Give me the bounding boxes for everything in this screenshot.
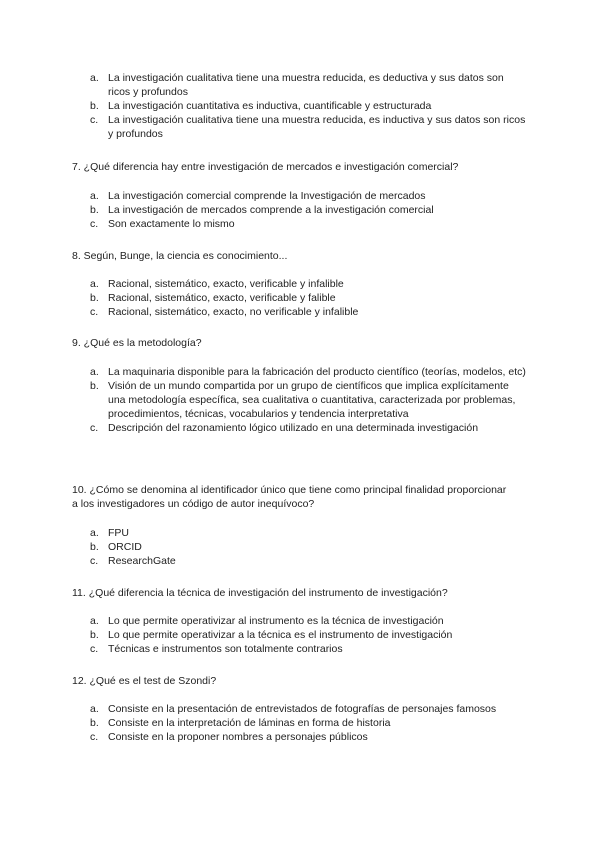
q8-options — [0, 277, 528, 319]
q9-option-a[interactable]: a. La maquinaria disponible para la fabricación del producto científico (teorías, modelos, etc) — [90, 366, 526, 378]
q9-options — [0, 365, 528, 435]
q11-option-b[interactable]: b. Lo que permite operativizar a la técnica es el instrumento de investigación — [90, 629, 453, 641]
q11-question: 11. ¿Qué diferencia la técnica de investigación del instrumento de investigación? — [72, 587, 448, 599]
q12-option-b[interactable]: b. Consiste en la interpretación de láminas en forma de historia — [90, 717, 391, 729]
q7-option-c[interactable]: c. Son exactamente lo mismo — [90, 218, 235, 230]
q7-option-a[interactable]: a. La investigación comercial comprende la Investigación de mercados — [90, 190, 426, 202]
q12-option-a[interactable]: a. Consiste en la presentación de entrevistados de fotografías de personajes famosos — [90, 703, 497, 715]
q12-question: 12. ¿Qué es el test de Szondi? — [72, 675, 217, 687]
q8-question: 8. Según, Bunge, la ciencia es conocimiento... — [72, 250, 288, 262]
q10-option-a[interactable]: a. FPU — [90, 527, 129, 539]
q6-option-b[interactable]: b. La investigación cuantitativa es inductiva, cuantificable y estructurada — [90, 100, 432, 112]
q7-question: 7. ¿Qué diferencia hay entre investigación de mercados e investigación comercial? — [72, 161, 459, 173]
q11-option-c[interactable]: c. Técnicas e instrumentos son totalmente contrarios — [90, 643, 343, 655]
q12-option-c[interactable]: c. Consiste en la proponer nombres a personajes públicos — [90, 731, 368, 743]
q10-options — [0, 526, 528, 568]
q8-option-b[interactable]: b. Racional, sistemático, exacto, verificable y falible — [90, 292, 336, 304]
q9-question: 9. ¿Qué es la metodología? — [72, 337, 202, 349]
q8-option-a[interactable]: a. Racional, sistemático, exacto, verificable y infalible — [90, 278, 344, 290]
q6-option-a[interactable]: a. La investigación cualitativa tiene una muestra reducida, es deductiva y sus datos son ricos y profundos — [90, 72, 504, 98]
q11-option-a[interactable]: a. Lo que permite operativizar al instrumento es la técnica de investigación — [90, 615, 444, 627]
q9-option-c[interactable]: c. Descripción del razonamiento lógico utilizado en una determinada investigación — [90, 422, 479, 434]
q10-option-b[interactable]: b. ORCID — [90, 541, 142, 553]
q11-options — [0, 614, 528, 656]
q6-option-c[interactable]: c. La investigación cualitativa tiene una muestra reducida, es inductiva y sus datos son ricos y profundos — [90, 114, 526, 140]
q10-question: 10. ¿Cómo se denomina al identificador único que tiene como principal finalidad proporcionar a los investigadores un código de autor inequívoco? — [72, 484, 507, 510]
q6-options — [0, 71, 528, 141]
q10-option-c[interactable]: c. ResearchGate — [90, 555, 176, 567]
q9-option-b[interactable]: b. Visión de un mundo compartida por un grupo de científicos que implica explícitamente una metodología específica, sea cualitativa o cuantitativa, caracterizada por problemas, procedimientos, técnicas, vocabularios y tendencia interpretativa — [90, 380, 516, 420]
q8-option-c[interactable]: c. Racional, sistemático, exacto, no verificable y infalible — [90, 306, 359, 318]
q12-options — [0, 702, 528, 744]
q7-options — [0, 189, 528, 231]
q7-option-b[interactable]: b. La investigación de mercados comprende a la investigación comercial — [90, 204, 434, 216]
